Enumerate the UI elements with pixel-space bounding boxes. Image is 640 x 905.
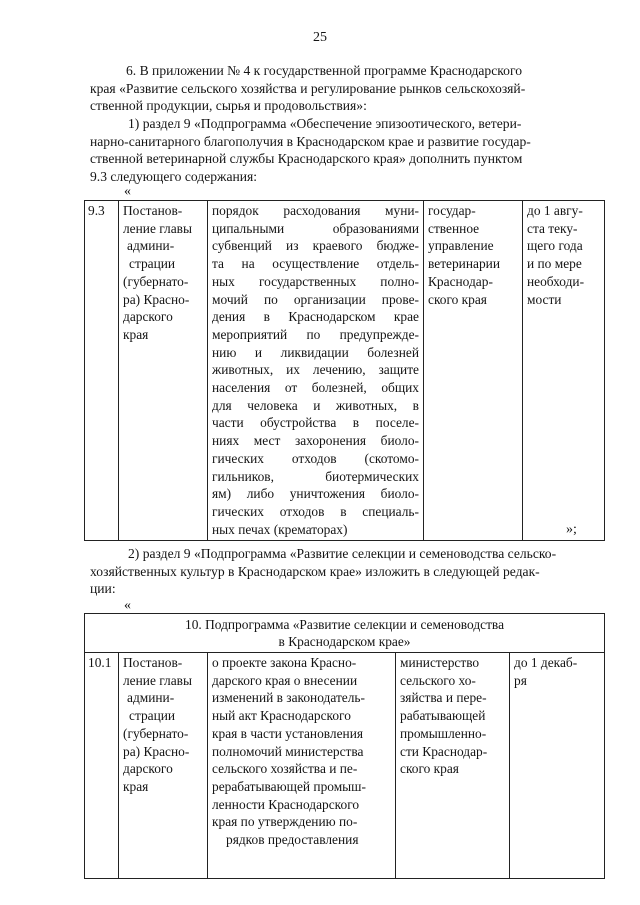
table-header-row: [85, 614, 605, 653]
cell-line: Постанов-: [123, 655, 183, 670]
cell-line: (губернато-: [123, 273, 189, 289]
text-line: ственной продукции, сырья и продовольствия»:: [90, 98, 367, 113]
intro-paragraph: [90, 62, 602, 115]
cell-line: субвенций из краевого бюдже-: [212, 238, 419, 254]
cell-line: полномочий министерства: [212, 743, 364, 759]
cell-line: сти Краснодар-: [400, 743, 488, 759]
cell-line: до 1 декаб-: [514, 655, 578, 670]
cell-line: (губернато-: [123, 725, 189, 741]
cell-line: нию и ликвидации болезней: [212, 344, 419, 360]
cell-line: гических отходов (скотомо-: [212, 450, 419, 466]
cell-line: ского края: [428, 291, 487, 307]
document-cell: [119, 201, 208, 541]
cell-line: промышленно-: [400, 725, 487, 741]
cell-line: ра) Красно-: [123, 291, 190, 307]
cell-line: животных, их лечению, защите: [212, 362, 419, 378]
cell-line: изменений в законодатель-: [212, 690, 365, 706]
cell-line: края: [123, 326, 149, 342]
cell-line: ленности Краснодарского: [212, 796, 360, 812]
table-row: [85, 653, 605, 879]
cell-line: до 1 авгу-: [527, 203, 583, 218]
page-number: 25: [313, 30, 327, 45]
deadline-cell: [523, 201, 605, 541]
row-number: 9.3: [85, 201, 119, 541]
cell-line: для человека и животных, в: [212, 397, 419, 413]
table-10: [84, 613, 605, 879]
cell-line: рабатывающей: [400, 708, 486, 724]
cell-line: управление: [428, 238, 494, 254]
deadline-cell: [510, 653, 605, 879]
cell-line: дения в Краснодарском крае: [212, 309, 419, 325]
subprogram-header: [85, 614, 605, 653]
text-line: 6. В приложении № 4 к государственной программе Краснодарского: [126, 63, 523, 78]
cell-line: края в части установления: [212, 725, 364, 741]
cell-line: гических отходов в специаль-: [212, 503, 419, 519]
cell-line: края: [123, 778, 149, 794]
text-line: 9.3 следующего содержания:: [90, 168, 258, 184]
cell-line: края по утверждению по-: [212, 814, 358, 830]
header-line: в Краснодарском крае»: [278, 634, 411, 649]
cell-line: Краснодар-: [428, 273, 493, 289]
cell-line: ление главы: [123, 672, 193, 688]
table-9-3: [84, 200, 605, 541]
cell-line: мости: [527, 291, 562, 307]
cell-line: порядок расходования муни-: [212, 203, 419, 218]
responsible-cell: [396, 653, 510, 879]
cell-line: мочий по организации прове-: [212, 291, 419, 307]
cell-line: щего года: [527, 238, 583, 254]
cell-line: страции: [129, 708, 176, 724]
item1-paragraph: [90, 115, 602, 185]
cell-line: ра) Красно-: [123, 743, 190, 759]
text-line: 2) раздел 9 «Подпрограмма «Развитие селекции и семеноводства сельско-: [128, 546, 557, 561]
open-quote: «: [124, 184, 131, 199]
cell-line: части обустройства в поселе-: [212, 415, 419, 431]
cell-line: ниях мест захоронения биоло-: [212, 433, 419, 449]
cell-line: и по мере: [527, 256, 582, 272]
text-line: 1) раздел 9 «Подпрограмма «Обеспечение эпизоотического, ветери-: [128, 116, 522, 131]
responsible-cell: [424, 201, 523, 541]
cell-line: админи-: [127, 238, 175, 254]
cell-line: необходи-: [527, 273, 585, 289]
cell-line: мероприятий по предупрежде-: [212, 326, 419, 342]
cell-line: ветеринарии: [428, 256, 500, 272]
cell-line: населения от болезней, общих: [212, 380, 419, 396]
cell-line: министерство: [400, 655, 480, 670]
cell-line: рядков предоставления: [226, 832, 359, 848]
cell-line: дарского: [123, 309, 173, 325]
cell-line: ям) либо уничтожения биоло-: [212, 486, 419, 502]
text-line: ции:: [90, 581, 116, 596]
cell-line: рерабатывающей промыш-: [212, 778, 366, 794]
cell-line: ственное: [428, 220, 480, 236]
description-cell: [208, 653, 396, 879]
cell-line: админи-: [127, 690, 175, 706]
text-line: ственной ветеринарной службы Краснодарского края» дополнить пунктом: [90, 151, 523, 166]
cell-line: та на осуществление отдель-: [212, 256, 419, 272]
cell-line: страции: [129, 256, 176, 272]
cell-line: ского края: [400, 761, 459, 777]
cell-line: дарского края о внесении: [212, 672, 358, 688]
table-row: [85, 201, 605, 541]
cell-line: сельского хозяйства и пе-: [212, 761, 358, 777]
cell-line: ста теку-: [527, 220, 578, 236]
row-number: 10.1: [85, 653, 119, 879]
cell-line: ный акт Краснодарского: [212, 708, 351, 724]
cell-line: ря: [514, 672, 527, 688]
open-quote-2: «: [124, 598, 131, 613]
cell-line: ных печах (крематорах): [212, 521, 348, 537]
close-quote: »;: [566, 522, 577, 537]
cell-line: зяйства и пере-: [400, 690, 487, 706]
cell-line: о проекте закона Красно-: [212, 655, 357, 670]
cell-line: ление главы: [123, 220, 193, 236]
cell-line: государ-: [428, 203, 476, 218]
cell-line: ных государственных полно-: [212, 273, 419, 289]
header-line: 10. Подпрограмма «Развитие селекции и семеноводства: [185, 617, 505, 632]
document-cell: [119, 653, 208, 879]
item2-paragraph: [90, 545, 602, 598]
cell-line: ципальными образованиями: [212, 220, 419, 236]
text-line: хозяйственных культур в Краснодарском крае» изложить в следующей редак-: [90, 563, 540, 579]
cell-line: Постанов-: [123, 203, 183, 218]
text-line: нарно-санитарного благополучия в Краснодарском крае и развитие государ-: [90, 133, 531, 149]
cell-line: дарского: [123, 761, 173, 777]
cell-line: сельского хо-: [400, 672, 476, 688]
description-cell: [208, 201, 424, 541]
text-line: края «Развитие сельского хозяйства и регулирование рынков сельскохозяй-: [90, 80, 526, 96]
cell-line: гильников, биотермических: [212, 468, 419, 484]
